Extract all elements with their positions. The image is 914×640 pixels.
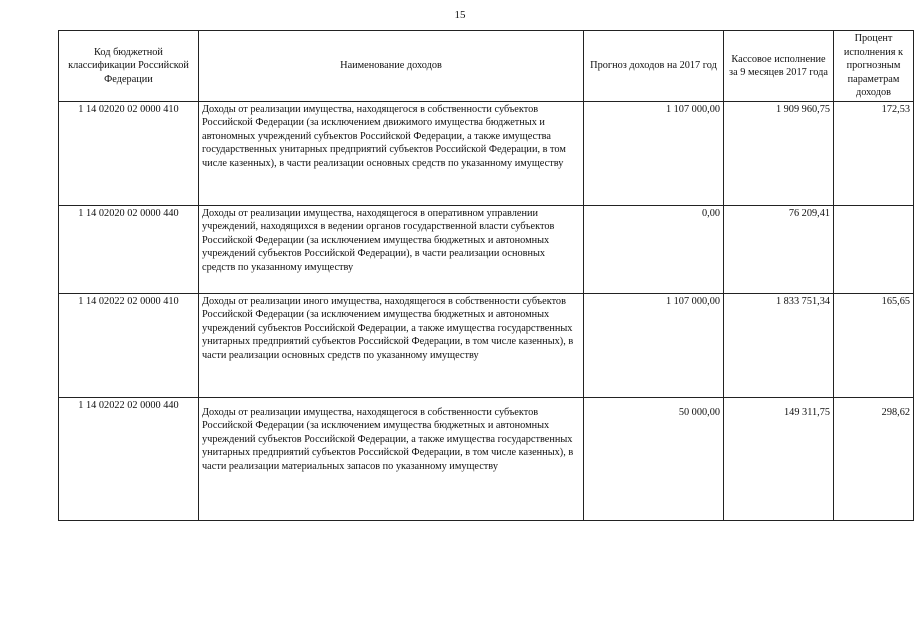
cell-percent: 298,62 bbox=[834, 398, 914, 521]
cell-executed: 149 311,75 bbox=[724, 398, 834, 521]
revenue-table bbox=[58, 30, 914, 521]
cell-forecast: 50 000,00 bbox=[584, 398, 724, 521]
header-executed: Кассовое исполнение за 9 месяцев 2017 года bbox=[724, 31, 834, 102]
cell-forecast: 0,00 bbox=[584, 206, 724, 294]
table-row bbox=[59, 398, 914, 521]
header-forecast: Прогноз доходов на 2017 год bbox=[584, 31, 724, 102]
cell-code: 1 14 02022 02 0000 440 bbox=[59, 398, 199, 521]
cell-forecast: 1 107 000,00 bbox=[584, 294, 724, 398]
cell-percent: 165,65 bbox=[834, 294, 914, 398]
header-code: Код бюджетной классификации Российской Федерации bbox=[59, 31, 199, 102]
cell-code: 1 14 02020 02 0000 440 bbox=[59, 206, 199, 294]
table-header-row bbox=[59, 31, 914, 102]
cell-name: Доходы от реализации имущества, находящегося в собственности субъектов Российской Федерации (за исключением имущества бюджетных и автономных учреждений субъектов Российской Федерации, а также имущества государственных унитарных предприятий субъектов Российской Федерации, в том числе казенных), в части реализации материальных запасов по указанному имуществу bbox=[199, 398, 584, 521]
cell-code: 1 14 02020 02 0000 410 bbox=[59, 102, 199, 206]
table-row bbox=[59, 102, 914, 206]
cell-executed: 1 833 751,34 bbox=[724, 294, 834, 398]
cell-executed: 1 909 960,75 bbox=[724, 102, 834, 206]
header-name: Наименование доходов bbox=[199, 31, 584, 102]
cell-code: 1 14 02022 02 0000 410 bbox=[59, 294, 199, 398]
cell-name: Доходы от реализации имущества, находящегося в собственности субъектов Российской Федерации (за исключением движимого имущества бюджетных и автономных учреждений субъектов Российской Федерации, а также имущества государственных унитарных предприятий субъектов Российской Федерации, в том числе казенных), в части реализации основных средств по указанному имуществу bbox=[199, 102, 584, 206]
cell-percent: 172,53 bbox=[834, 102, 914, 206]
header-percent: Процент исполнения к прогнозным параметрам доходов bbox=[834, 31, 914, 102]
cell-executed: 76 209,41 bbox=[724, 206, 834, 294]
cell-percent bbox=[834, 206, 914, 294]
table-row bbox=[59, 294, 914, 398]
table-row bbox=[59, 206, 914, 294]
cell-name: Доходы от реализации иного имущества, находящегося в собственности субъектов Российской Федерации (за исключением имущества бюджетных и автономных учреждений субъектов Российской Федерации, а также имущества государственных унитарных предприятий субъектов Российской Федерации, в том числе казенных), в части реализации основных средств по указанному имуществу bbox=[199, 294, 584, 398]
page-number: 15 bbox=[454, 9, 466, 21]
cell-name: Доходы от реализации имущества, находящегося в оперативном управлении учреждений, находящихся в ведении органов государственной власти субъектов Российской Федерации (за исключением имущества бюджетных и автономных учреждений субъектов Российской Федерации), в части реализации основных средств по указанному имуществу bbox=[199, 206, 584, 294]
cell-forecast: 1 107 000,00 bbox=[584, 102, 724, 206]
